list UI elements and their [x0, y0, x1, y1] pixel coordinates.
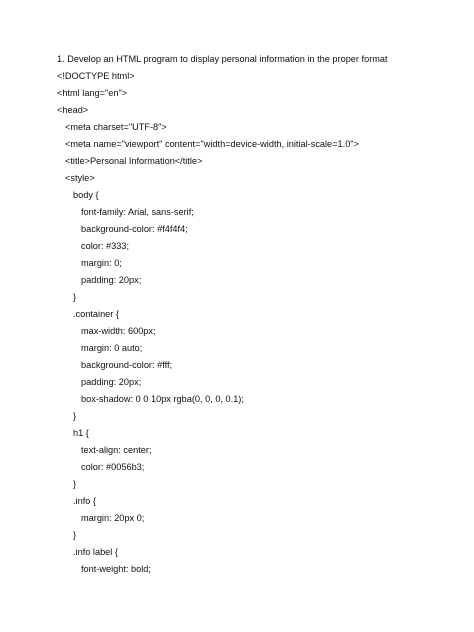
code-line: h1 {: [73, 428, 89, 438]
code-line: <meta name="viewport" content="width=device-width, initial-scale=1.0">: [65, 139, 359, 149]
code-line: .info label {: [73, 547, 118, 557]
code-line: margin: 0;: [81, 258, 122, 268]
code-line: .info {: [73, 496, 96, 506]
code-line: font-family: Arial, sans-serif;: [81, 207, 194, 217]
code-line: <title>Personal Information</title>: [65, 156, 203, 166]
code-line: }: [73, 479, 77, 489]
code-line: box-shadow: 0 0 10px rgba(0, 0, 0, 0.1);: [81, 394, 244, 404]
code-line: }: [73, 530, 77, 540]
code-line: padding: 20px;: [81, 377, 142, 387]
code-line: text-align: center;: [81, 445, 152, 455]
code-line: <meta charset="UTF-8">: [65, 122, 167, 132]
code-line: }: [73, 411, 77, 421]
code-line: max-width: 600px;: [81, 326, 156, 336]
code-line: margin: 20px 0;: [81, 513, 145, 523]
code-line: <html lang="en">: [57, 88, 128, 98]
code-line: }: [73, 292, 77, 302]
code-line: padding: 20px;: [81, 275, 142, 285]
code-line: background-color: #fff;: [81, 360, 173, 370]
code-line: body {: [73, 190, 99, 200]
code-line: <head>: [57, 105, 89, 115]
code-line: font-weight: bold;: [81, 564, 151, 574]
code-line: color: #333;: [81, 241, 130, 251]
code-line: color: #0056b3;: [81, 462, 145, 472]
code-line: background-color: #f4f4f4;: [81, 224, 188, 234]
code-line: <style>: [65, 173, 95, 183]
code-line: <!DOCTYPE html>: [57, 71, 135, 81]
code-line: .container {: [73, 309, 119, 319]
code-line: margin: 0 auto;: [81, 343, 143, 353]
document-heading: 1. Develop an HTML program to display personal information in the proper format: [57, 54, 388, 64]
